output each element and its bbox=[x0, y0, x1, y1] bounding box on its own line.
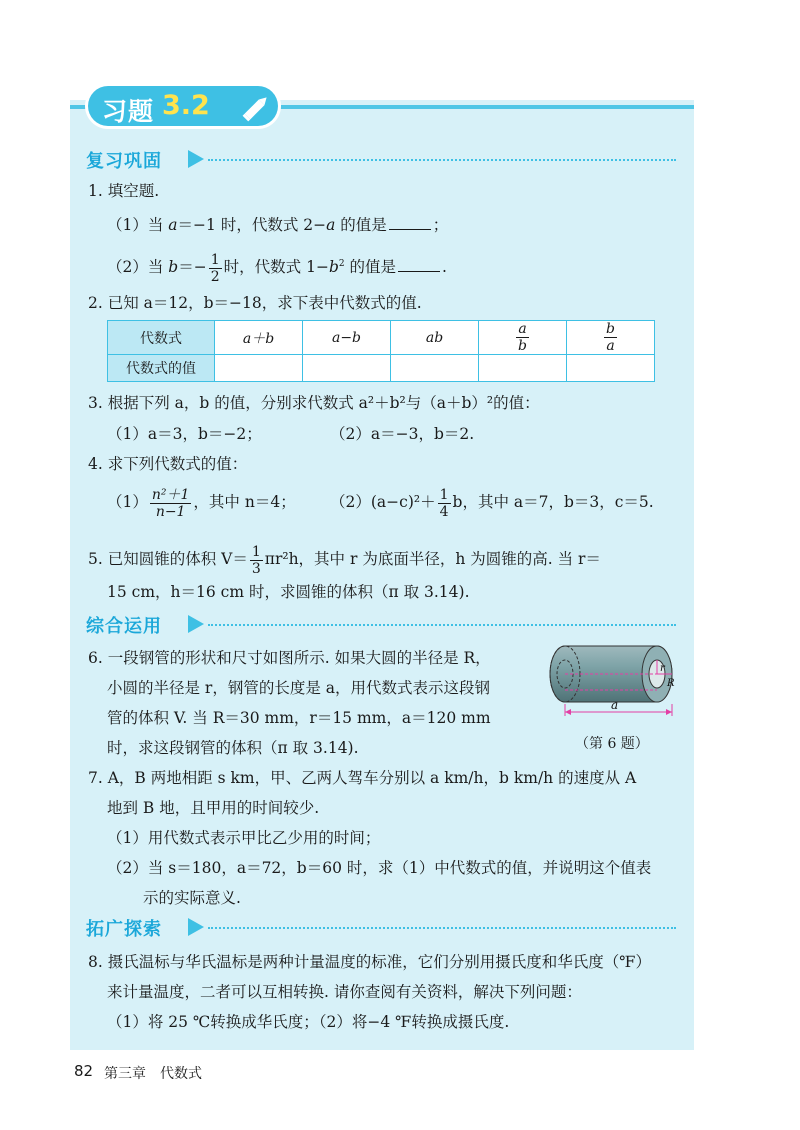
q6-line1: 6. 一段钢管的形状和尺寸如图所示. 如果大圆的半径是 R， bbox=[88, 649, 491, 667]
table-cell: $\frac{b}{a}$ bbox=[567, 321, 655, 355]
section-extend bbox=[86, 915, 676, 941]
table-answer-cell bbox=[479, 355, 567, 382]
q7-part2-cont: 示的实际意义. bbox=[143, 889, 241, 907]
q1-part1: （1）当 a＝−1 时，代数式 2−a 的值是 ； bbox=[107, 216, 449, 234]
q1-part2: （2）当 b＝− $\frac{1}{2}$ 时，代数式 $1-b^2$ 的值是 . bbox=[107, 251, 447, 285]
section-review bbox=[86, 147, 676, 173]
exercise-title: 习题 bbox=[102, 97, 155, 126]
table-cell: a−b bbox=[303, 321, 391, 355]
q5-line1: 5. 已知圆锥的体积 V＝ $\frac{1}{3}$ πr²h，其中 r 为底面半径，h 为圆锥的高. 当 r＝ bbox=[88, 543, 601, 577]
section-extend-label: 拓广探索 bbox=[86, 919, 162, 940]
table-header-cell: 代数式 bbox=[108, 321, 215, 355]
steel-pipe-figure bbox=[545, 640, 680, 720]
page-number: 82 bbox=[74, 1062, 94, 1080]
section-review-label: 复习巩固 bbox=[86, 151, 162, 172]
table-answer-cell bbox=[303, 355, 391, 382]
fig-label-r: r bbox=[660, 663, 665, 674]
pencil-icon bbox=[238, 90, 274, 126]
expression-table bbox=[107, 320, 655, 382]
q6-line2: 小圆的半径是 r，钢管的长度是 a，用代数式表示这段钢 bbox=[107, 679, 491, 697]
q7-line1: 7. A，B 两地相距 s km，甲、乙两人驾车分别以 a km/h，b km/h 的速度从 A bbox=[88, 769, 637, 787]
table-cell: ab bbox=[391, 321, 479, 355]
q7-part2: （2）当 s＝180，a＝72，b＝60 时，求（1）中代数式的值，并说明这个值表 bbox=[107, 859, 652, 877]
table-answer-cell bbox=[215, 355, 303, 382]
q6-line3: 管的体积 V. 当 R＝30 mm，r＝15 mm，a＝120 mm bbox=[107, 709, 491, 727]
q8-line3: （1）将 25 ℃转换成华氏度；（2）将−4 ℉转换成摄氏度. bbox=[107, 1013, 510, 1031]
q2-stem: 2. 已知 a＝12，b＝−18，求下表中代数式的值. bbox=[88, 294, 422, 312]
section-arrow-icon bbox=[188, 615, 204, 633]
section-apply bbox=[86, 612, 676, 638]
q4-part2: （2）(a−c)²＋ $\frac{1}{4}$ b，其中 a＝7，b＝3，c＝5. bbox=[330, 486, 654, 520]
q5-line2: 15 cm，h＝16 cm 时，求圆锥的体积（π 取 3.14). bbox=[107, 583, 470, 601]
table-answer-cell bbox=[567, 355, 655, 382]
q3-part2: （2）a＝−3，b＝2. bbox=[330, 425, 475, 443]
q7-line2: 地到 B 地，且甲用的时间较少. bbox=[107, 799, 320, 817]
exercise-number: 3.2 bbox=[162, 90, 210, 121]
chapter-title: 第三章 代数式 bbox=[104, 1066, 202, 1082]
q8-line1: 8. 摄氏温标与华氏温标是两种计量温度的标准，它们分别用摄氏度和华氏度（℉） bbox=[88, 953, 651, 971]
q6-line4: 时，求这段钢管的体积（π 取 3.14). bbox=[107, 739, 359, 757]
section-arrow-icon bbox=[188, 918, 204, 936]
q7-part1: （1）用代数式表示甲比乙少用的时间； bbox=[107, 829, 381, 847]
fig-label-R: R bbox=[667, 678, 675, 689]
q3-stem: 3. 根据下列 a，b 的值，分别求代数式 a²＋b²与（a＋b）²的值： bbox=[88, 394, 540, 412]
table-header-cell: 代数式的值 bbox=[108, 355, 215, 382]
section-divider bbox=[208, 927, 676, 929]
q3-part1: （1）a＝3，b＝−2； bbox=[107, 425, 262, 443]
q1-stem: 1. 填空题. bbox=[88, 182, 160, 200]
fraction: $\frac{1}{2}$ bbox=[210, 251, 220, 285]
section-divider bbox=[208, 159, 676, 161]
q4-stem: 4. 求下列代数式的值： bbox=[88, 455, 248, 473]
answer-blank bbox=[389, 214, 431, 230]
q4-part1: （1） $\frac{\text{n²＋1}}{n-1}$ ，其中 n＝4； bbox=[107, 486, 296, 520]
section-divider bbox=[208, 624, 676, 626]
table-cell: $\frac{a}{b}$ bbox=[479, 321, 567, 355]
figure-caption: （第 6 题） bbox=[575, 736, 649, 752]
q8-line2: 来计量温度，二者可以互相转换. 请你查阅有关资料，解决下列问题： bbox=[107, 983, 582, 1001]
section-arrow-icon bbox=[188, 150, 204, 168]
fig-label-a: a bbox=[611, 698, 619, 712]
table-answer-cell bbox=[391, 355, 479, 382]
answer-blank bbox=[398, 256, 440, 272]
section-apply-label: 综合运用 bbox=[86, 616, 162, 637]
table-cell: a＋b bbox=[215, 321, 303, 355]
